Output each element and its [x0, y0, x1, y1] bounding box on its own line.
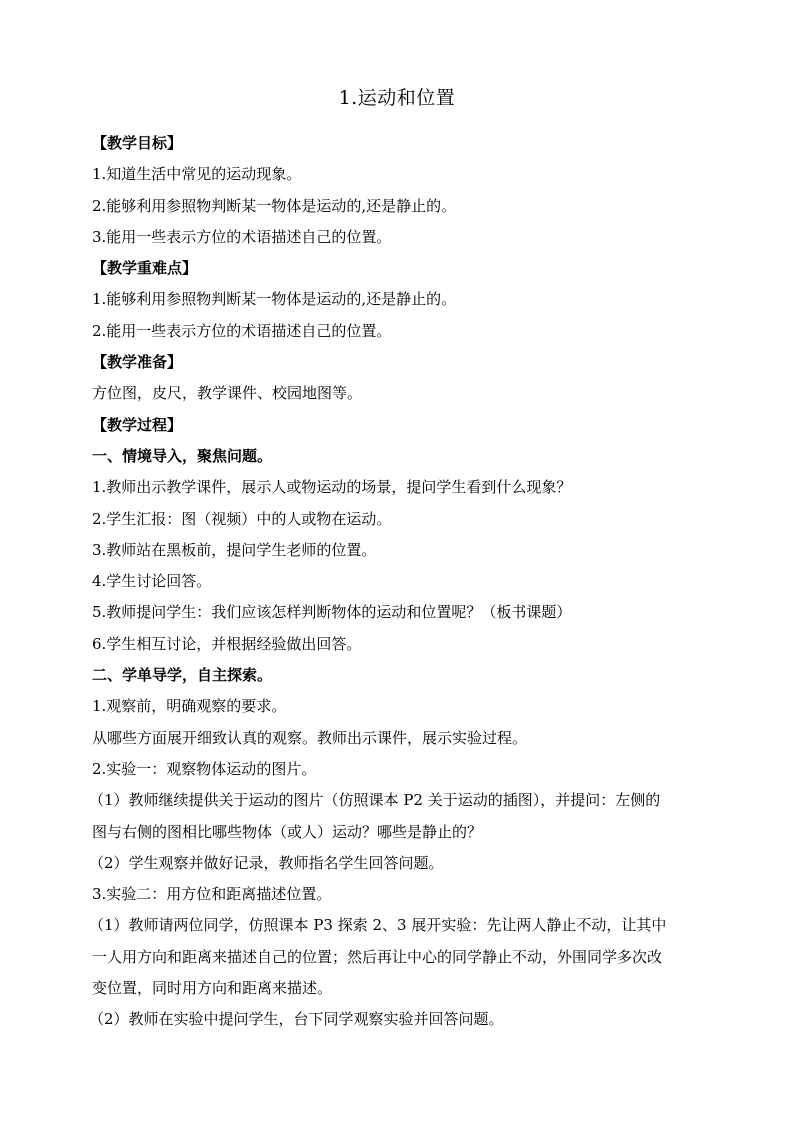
section-heading-objectives: 【教学目标】: [92, 134, 183, 152]
paragraph-line: 从哪些方面展开细致认真的观察。教师出示课件，展示实验过程。: [92, 728, 528, 747]
paragraph-line: 3.能用一些表示方位的术语描述自己的位置。: [92, 227, 392, 246]
paragraph-line: 一人用方向和距离来描述自己的位置；然后再让中心的同学静止不动，外围同学多次改: [92, 947, 663, 966]
paragraph-line: 1.知道生活中常见的运动现象。: [92, 165, 302, 184]
paragraph-line: 6.学生相互讨论，并根据经验做出回答。: [92, 634, 362, 653]
document-body: [89, 128, 704, 1036]
paragraph-line: （1）教师继续提供关于运动的图片（仿照课本 P2 关于运动的插图），并提问：左侧的: [89, 791, 661, 810]
paragraph-line: 2.实验一：观察物体运动的图片。: [92, 759, 317, 778]
paragraph-line: （2）教师在实验中提问学生，台下同学观察实验并回答问题。: [89, 1010, 504, 1029]
paragraph-line: 图与右侧的图相比哪些物体（或人）运动？哪些是静止的？: [92, 822, 483, 841]
paragraph-line: 3.实验二：用方位和距离描述位置。: [92, 885, 332, 904]
paragraph-line: 1.能够利用参照物判断某一物体是运动的,还是静止的。: [92, 290, 457, 309]
paragraph-line: 2.能够利用参照物判断某一物体是运动的,还是静止的。: [92, 196, 457, 215]
paragraph-line: 1.观察前，明确观察的要求。: [92, 697, 287, 716]
paragraph-line: 方位图，皮尺，教学课件、校园地图等。: [92, 384, 363, 403]
paragraph-line: 3.教师站在黑板前，提问学生老师的位置。: [92, 540, 377, 559]
document-title: 1.运动和位置: [338, 87, 456, 109]
paragraph-line: 4.学生讨论回答。: [92, 572, 212, 591]
section-heading-process: 【教学过程】: [92, 415, 183, 434]
paragraph-line: 2.学生汇报：图（视频）中的人或物在运动。: [92, 509, 392, 528]
paragraph-line: （1）教师请两位同学，仿照课本 P3 探索 2、3 展开实验：先让两人静止不动，让其中: [89, 916, 667, 935]
section-heading-preparation: 【教学准备】: [92, 353, 183, 372]
paragraph-line: （2）学生观察并做好记录，教师指名学生回答问题。: [89, 853, 444, 872]
paragraph-line: 变位置，同时用方向和距离来描述。: [92, 979, 333, 998]
paragraph-line: 1.教师出示教学课件，展示人或物运动的场景，提问学生看到什么现象？: [92, 478, 572, 497]
subsection-heading-explore: 二、学单导学，自主探索。: [92, 666, 273, 685]
paragraph-line: 5.教师提问学生：我们应该怎样判断物体的运动和位置呢？（板书课题）: [92, 603, 572, 622]
section-heading-key-points: 【教学重难点】: [92, 259, 198, 278]
paragraph-line: 2.能用一些表示方位的术语描述自己的位置。: [92, 321, 392, 340]
subsection-heading-intro: 一、情境导入，聚焦问题。: [92, 446, 273, 465]
